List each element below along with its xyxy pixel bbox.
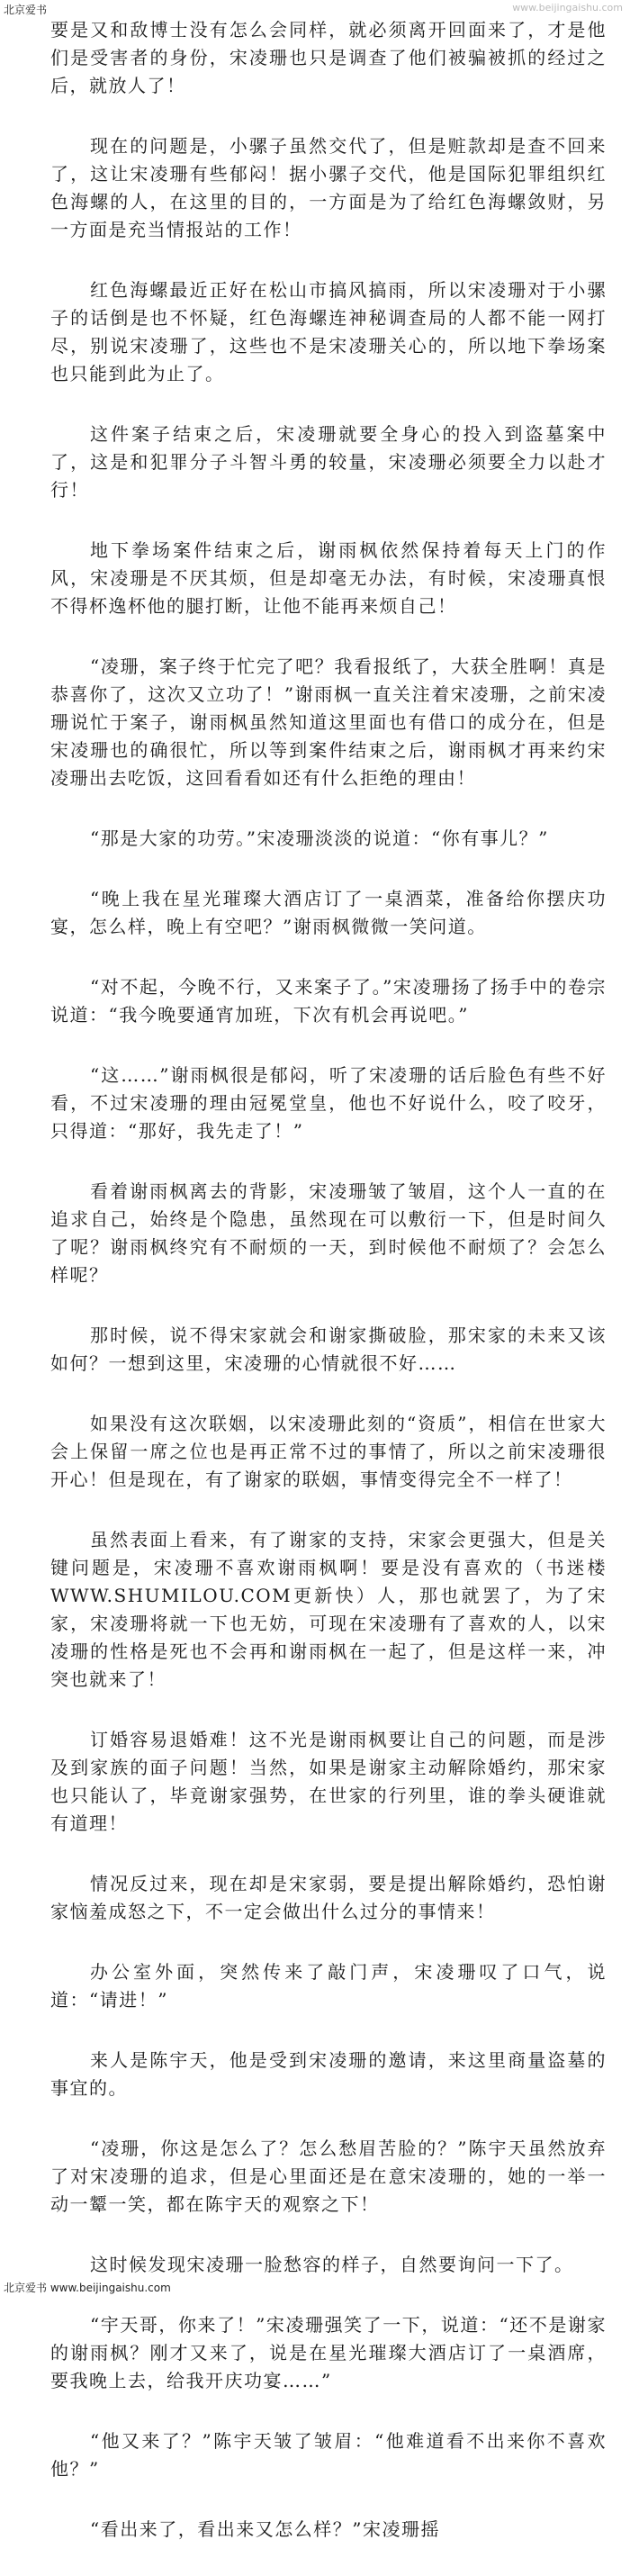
paragraph: “凌珊，你这是怎么了？怎么愁眉苦脸的？”陈宇天虽然放弃了对宋凌珊的追求，但是心里面还是在意宋凌珊的，她的一举一动一颦一笑，都在陈宇天的观察之下！: [50, 2138, 607, 2215]
paragraph: 看着谢雨枫离去的背影，宋凌珊皱了皱眉，这个人一直的在追求自己，始终是个隐患，虽然现在可以敷衍一下，但是时间久了呢？谢雨枫终究有不耐烦的一天，到时候他不耐烦了？会怎么样呢？: [50, 1180, 607, 1286]
page-header: [0, 0, 630, 18]
paragraph: “他又来了？”陈宇天皱了皱眉：“他难道看不出来你不喜欢他？”: [50, 2430, 607, 2480]
footer-site-text: 北京爱书 www.beijingaishu.com: [4, 2282, 171, 2294]
paragraph: 订婚容易退婚难！这不光是谢雨枫要让自己的问题，而是涉及到家族的面子问题！当然，如果是谢家主动解除婚约，那宋家也只能认了，毕竟谢家强势，在世家的行列里，谁的拳头硬谁就有道理！: [50, 1729, 607, 1834]
paragraph: “那是大家的功劳。”宋凌珊淡淡的说道：“你有事儿？”: [90, 827, 549, 849]
paragraph: “这……”谢雨枫很是郁闷，听了宋凌珊的话后脸色有些不好看，不过宋凌珊的理由冠冕堂皇，他也不好说什么，咬了咬牙，只得道：“那好，我先走了！”: [50, 1064, 607, 1142]
paragraph: 现在的问题是，小骡子虽然交代了，但是赃款却是查不回来了，这让宋凌珊有些郁闷！据小骡子交代，他是国际犯罪组织红色海螺的人，在这里的目的，一方面是为了给红色海螺敛财，另一方面是充当情报站的工作！: [50, 135, 607, 240]
paragraph: 来人是陈宇天，他是受到宋凌珊的邀请，来这里商量盗墓的事宜的。: [50, 2049, 607, 2099]
paragraph: 这时候发现宋凌珊一脸愁容的样子，自然要询问一下了。: [90, 2254, 574, 2275]
paragraph: “晚上我在星光璀璨大酒店订了一桌酒菜，准备给你摆庆功宴，怎么样，晚上有空吧？”谢雨枫微微一笑问道。: [50, 888, 607, 937]
paragraph: 情况反过来，现在却是宋家弱，要是提出解除婚约，恐怕谢家恼羞成怒之下，不一定会做出什么过分的事情来！: [50, 1873, 607, 1922]
paragraph: 地下拳场案件结束之后，谢雨枫依然保持着每天上门的作风，宋凌珊是不厌其烦，但是却毫无办法，有时候，宋凌珊真恨不得杯逸杯他的腿打断，让他不能再来烦自己！: [50, 539, 607, 617]
paragraph: “对不起，今晚不行，又来案子了。”宋凌珊扬了扬手中的卷宗说道：“我今晚要通宵加班，下次有机会再说吧。”: [50, 976, 607, 1026]
site-url: www.beijingaishu.com: [512, 2, 623, 14]
paragraph: 虽然表面上看来，有了谢家的支持，宋家会更强大，但是关键问题是，宋凌珊不喜欢谢雨枫啊！要是没有喜欢的（书迷楼WWW.SHUMILOU.COM更新快）人，那也就罢了，为了宋家，宋凌珊将就一下也无妨，可现在宋凌珊有了喜欢的人，以宋凌珊的性格是死也不会再和谢雨枫在一起了，但是这样一来，冲突也就来了！: [50, 1529, 607, 1690]
paragraph: 那时候，说不得宋家就会和谢家撕破脸，那宋家的未来又该如何？一想到这里，宋凌珊的心情就很不好……: [50, 1324, 607, 1374]
page-footer: [0, 2276, 630, 2296]
paragraph: 办公室外面，突然传来了敲门声，宋凌珊叹了口气，说道：“请进！”: [50, 1961, 607, 2011]
paragraph: “看出来了，看出来又怎么样？”宋凌珊摇: [90, 2518, 440, 2540]
paragraph: 红色海螺最近正好在松山市搞风搞雨，所以宋凌珊对于小骡子的话倒是也不怀疑，红色海螺连神秘调查局的人都不能一网打尽，别说宋凌珊了，这些也不是宋凌珊关心的，所以地下拳场案也只能到此为止了。: [50, 279, 607, 384]
paragraph: “凌珊，案子终于忙完了吧？我看报纸了，大获全胜啊！真是恭喜你了，这次又立功了！”谢雨枫一直关注着宋凌珊，之前宋凌珊说忙于案子，谢雨枫虽然知道这里面也有借口的成分在，但是宋凌珊也的确很忙，所以等到案件结束之后，谢雨枫才再来约宋凌珊出去吃饭，这回看看如还有什么拒绝的理由！: [50, 655, 607, 789]
article-body: [50, 16, 607, 2576]
paragraph: “宇天哥，你来了！”宋凌珊强笑了一下，说道：“还不是谢家的谢雨枫？刚才又来了，说是在星光璀璨大酒店订了一桌酒席，要我晚上去，给我开庆功宴……”: [50, 2314, 607, 2391]
paragraph: 这件案子结束之后，宋凌珊就要全身心的投入到盗墓案中了，这是和犯罪分子斗智斗勇的较量，宋凌珊必须要全力以赴才行！: [50, 423, 607, 501]
site-name: 北京爱书: [4, 4, 48, 16]
paragraph: 要是又和敌博士没有怎么会同样，就必须离开回面来了，才是他们是受害者的身份，宋凌珊也只是调查了他们被骗被抓的经过之后，就放人了！: [50, 19, 607, 96]
paragraph: 如果没有这次联姻，以宋凌珊此刻的“资质”，相信在世家大会上保留一席之位也是再正常不过的事情了，所以之前宋凌珊很开心！但是现在，有了谢家的联姻，事情变得完全不一样了！: [50, 1413, 607, 1490]
